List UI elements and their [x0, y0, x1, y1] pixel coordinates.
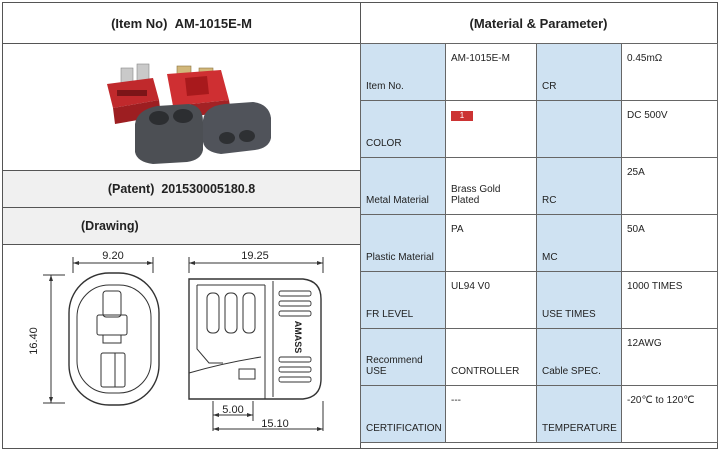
dim-side-width: 19.25: [241, 250, 269, 262]
item-no-header: [3, 3, 360, 43]
param-label: RC: [537, 158, 622, 215]
table-row: [361, 44, 718, 101]
param-value: AM-1015E-M: [446, 44, 537, 101]
material-parameter-header: [360, 3, 717, 43]
product-photo: [3, 44, 359, 170]
table-row: [361, 329, 718, 386]
param-label: Item No.: [361, 44, 446, 101]
table-row: [361, 386, 718, 443]
param-value: 0.45mΩ: [622, 44, 718, 101]
param-value: 25A: [622, 158, 718, 215]
param-value: 50A: [622, 215, 718, 272]
param-label: COLOR: [361, 101, 446, 158]
param-label: Recommend USE: [361, 329, 446, 386]
spec-sheet: [2, 2, 718, 449]
material-parameter-title: (Material & Parameter): [469, 15, 608, 31]
right-panel: [360, 3, 717, 448]
param-label: CR: [537, 44, 622, 101]
param-label: USE TIMES: [537, 272, 622, 329]
dim-front-height: 16.40: [28, 327, 40, 355]
param-label: TEMPERATURE: [537, 386, 622, 443]
param-label: Metal Material: [361, 158, 446, 215]
param-label: Cable SPEC.: [537, 329, 622, 386]
param-label: CERTIFICATION: [361, 386, 446, 443]
table-row: [361, 158, 718, 215]
item-no-label: (Item No): [111, 15, 168, 31]
param-value: ---: [446, 386, 537, 443]
param-value: -20℃ to 120℃: [622, 386, 718, 443]
param-value: PA: [446, 215, 537, 272]
front-view: [28, 250, 159, 405]
table-row: [361, 272, 718, 329]
patent-value: 201530005180.8: [161, 182, 256, 196]
left-panel: [3, 3, 361, 448]
param-value: DC 500V: [622, 101, 718, 158]
param-value: 12AWG: [622, 329, 718, 386]
drawing-band: [3, 208, 360, 244]
param-label: [537, 101, 622, 158]
param-label: MC: [537, 215, 622, 272]
patent-band: [3, 171, 360, 207]
item-no-value: AM-1015E-M: [174, 15, 252, 31]
side-view: [189, 250, 323, 431]
technical-drawing: [3, 245, 359, 448]
table-row: [361, 215, 718, 272]
drawing-title: (Drawing): [81, 219, 139, 233]
patent-label: (Patent): [107, 182, 155, 196]
grey-boot-right: [203, 102, 271, 154]
param-value: 1000 TIMES: [622, 272, 718, 329]
side-mark-text: AMASS: [293, 320, 303, 354]
dim-bottom-large: 15.10: [261, 418, 289, 430]
color-swatch: 1: [451, 111, 473, 121]
parameter-table: [360, 43, 718, 443]
grey-boot-left: [135, 104, 203, 164]
dim-front-width: 9.20: [102, 250, 124, 262]
param-value: UL94 V0: [446, 272, 537, 329]
color-value-cell: [446, 101, 537, 158]
param-value: CONTROLLER: [446, 329, 537, 386]
dim-bottom-small: 5.00: [222, 404, 244, 416]
param-label: FR LEVEL: [361, 272, 446, 329]
param-value: Brass Gold Plated: [446, 158, 537, 215]
table-row: [361, 101, 718, 158]
param-label: Plastic Material: [361, 215, 446, 272]
